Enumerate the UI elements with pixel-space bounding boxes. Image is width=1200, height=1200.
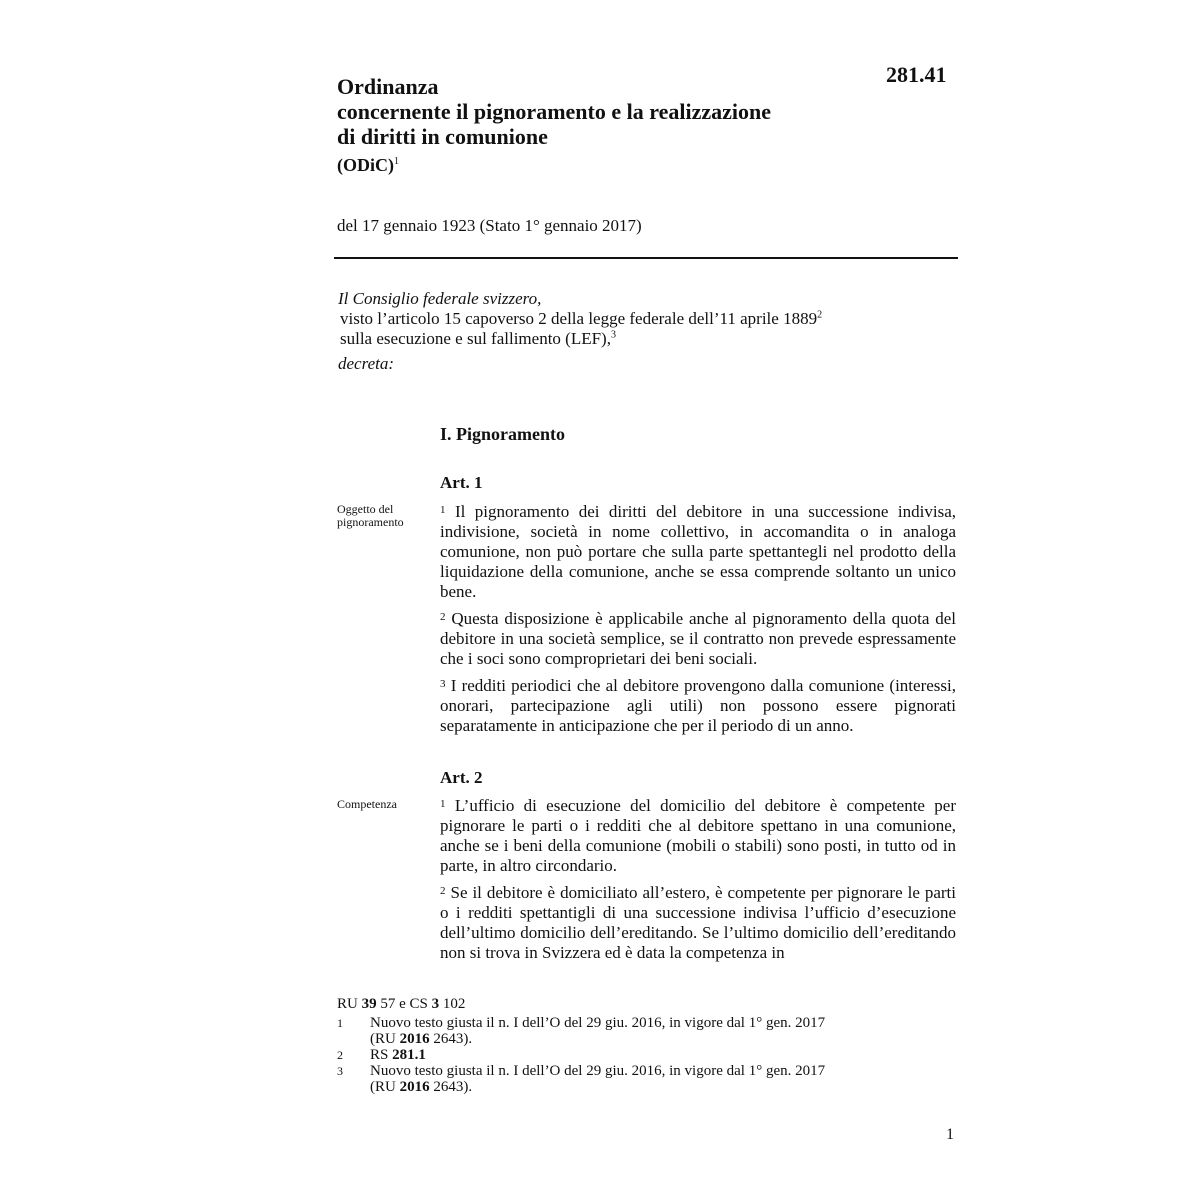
footnote-ref[interactable]: 3 [610,329,616,341]
system-number: 281.41 [886,62,947,87]
document-abbreviation: (ODiC)$^1$ [337,155,399,175]
article-1-body [440,502,956,743]
article-2-body [440,796,956,970]
paragraph: $^1$ L’ufficio di esecuzione del domicilio del debitore è competente per pignorare le parti o i redditi che al debitore spettano in una comunione, anche se i beni della comunione (mobili o stabili) sono posti, in tutto od in parte, in altro circondario. [440,796,957,875]
article-2-margin-note: Competenza [337,797,397,811]
title-line: di diritti in comunione [337,124,548,149]
title-line: concernente il pignoramento e la realizzazione [337,99,771,124]
preamble-decreta: decreta: [338,354,395,373]
preamble-line: sulla esecuzione e sul fallimento (LEF),$^3$ [340,329,616,348]
paragraph: $^1$ Il pignoramento dei diritti del debitore in una successione indivisa, indivisione, società in nome collettivo, in accomandita o in analoga comunione, non può portare che sulla parte spettantegli nel prodotto della liquidazione della comunione, anche se essa comprende soltanto un unico bene. [440,502,957,601]
preamble-line: visto l’articolo 15 capoverso 2 della legge federale dell’11 aprile 1889$^2$ [340,309,823,328]
preamble-authority: Il Consiglio federale svizzero, [338,289,542,308]
article-1-margin-note: Oggetto del pignoramento [337,502,404,529]
footnote-1: 1 Nuovo testo giusta il n. I dell’O del 29 giu. 2016, in vigore dal 1° gen. 2017 (RU 2016 2643). [337,1015,826,1047]
section-heading: I. Pignoramento [440,424,565,444]
document-date: del 17 gennaio 1923 (Stato 1° gennaio 2017) [337,216,642,235]
article-2-heading: Art. 2 [440,768,483,787]
footnote-ref[interactable]: 2 [817,309,823,321]
page-number: 1 [946,1126,954,1143]
article-1-heading: Art. 1 [440,473,483,492]
document-title [337,74,771,149]
footnote-2: 2 RS 281.1 [337,1047,426,1063]
footnotes [337,996,870,1095]
footnote-3: 3 Nuovo testo giusta il n. I dell’O del 29 giu. 2016, in vigore dal 1° gen. 2017 (RU 2016 2643). [337,1063,826,1095]
footnote-ref[interactable]: 1 [394,156,399,167]
preamble [338,289,822,374]
paragraph: $^2$ Questa disposizione è applicabile anche al pignoramento della quota del debitore in una società semplice, se il contratto non prevede espressamente che i soci sono comproprietari dei beni sociali. [440,609,956,668]
header-divider [334,257,958,259]
source-reference: RU 39 57 e CS 3 102 [337,996,466,1012]
paragraph: $^2$ Se il debitore è domiciliato all’estero, è competente per pignorare le parti o i redditi spettantigli di una successione indivisa l’ufficio d’esecuzione dell’ultimo domicilio dell’ereditando. Se l’ultimo domicilio dell’ereditando non si trova in Svizzera ed è data la competenza in [440,883,957,962]
title-line: Ordinanza [337,74,439,99]
paragraph: $^3$ I redditi periodici che al debitore provengono dalla comunione (interessi, onorari, partecipazione agli utili) non possono essere pignorati separatamente in anticipazione che per il periodo di un anno. [440,676,956,735]
